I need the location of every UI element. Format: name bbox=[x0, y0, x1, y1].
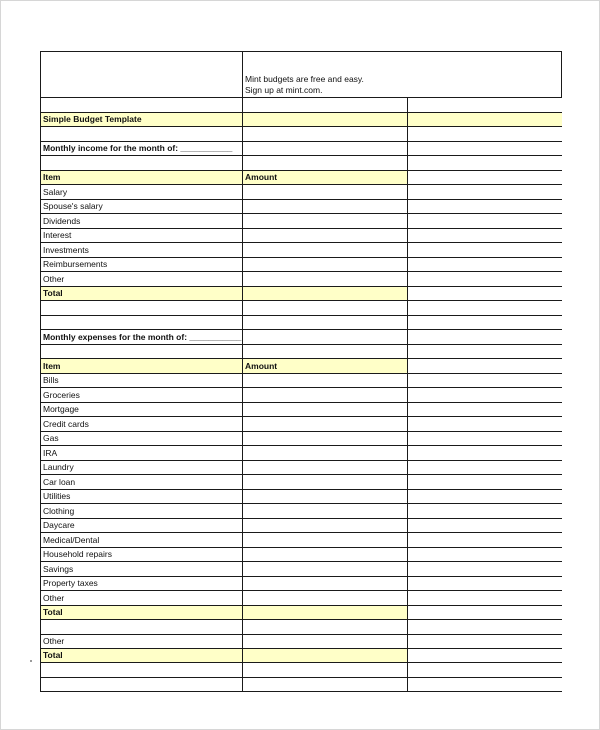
expense-item-label[interactable]: Laundry bbox=[41, 460, 243, 475]
cell[interactable] bbox=[408, 648, 562, 663]
overflow-total-row bbox=[41, 648, 562, 663]
cell[interactable] bbox=[243, 301, 408, 316]
title-row bbox=[41, 112, 562, 127]
cell[interactable] bbox=[408, 315, 562, 330]
cell[interactable] bbox=[243, 634, 408, 648]
expense-amount-cell[interactable] bbox=[243, 533, 408, 548]
expense-item-label[interactable]: Gas bbox=[41, 431, 243, 446]
expense-item-label[interactable]: Medical/Dental bbox=[41, 533, 243, 548]
cell[interactable] bbox=[408, 243, 562, 258]
expense-item-row bbox=[41, 591, 562, 606]
expense-item-label[interactable]: Utilities bbox=[41, 489, 243, 504]
income-item-row bbox=[41, 199, 562, 214]
expense-item-label[interactable]: Car loan bbox=[41, 475, 243, 490]
cell[interactable] bbox=[408, 576, 562, 591]
expense-item-row bbox=[41, 547, 562, 562]
spacer-row bbox=[41, 677, 562, 692]
expenses-heading[interactable]: Monthly expenses for the month of: ___________ bbox=[41, 330, 243, 345]
income-amount-cell[interactable] bbox=[243, 272, 408, 287]
cell[interactable] bbox=[408, 170, 562, 185]
expense-item-row bbox=[41, 431, 562, 446]
income-amount-cell[interactable] bbox=[243, 257, 408, 272]
spacer-row bbox=[41, 620, 562, 635]
expense-item-label[interactable]: Other bbox=[41, 591, 243, 606]
income-item-label[interactable]: Salary bbox=[41, 185, 243, 200]
expense-item-label[interactable]: Credit cards bbox=[41, 417, 243, 432]
expense-item-label[interactable]: Bills bbox=[41, 373, 243, 388]
expense-item-row bbox=[41, 562, 562, 577]
spacer-row bbox=[41, 301, 562, 316]
expense-amount-cell[interactable] bbox=[243, 475, 408, 490]
cell[interactable] bbox=[243, 98, 408, 113]
cell[interactable] bbox=[243, 663, 408, 678]
cell[interactable] bbox=[408, 272, 562, 287]
cell[interactable] bbox=[41, 315, 243, 330]
expense-item-row bbox=[41, 504, 562, 519]
cell[interactable] bbox=[41, 301, 243, 316]
income-item-row bbox=[41, 257, 562, 272]
cell[interactable] bbox=[408, 98, 562, 113]
spacer-row bbox=[41, 156, 562, 171]
cell[interactable] bbox=[408, 330, 562, 345]
income-amount-cell[interactable] bbox=[243, 228, 408, 243]
cell[interactable] bbox=[408, 156, 562, 171]
expense-item-label[interactable]: Groceries bbox=[41, 388, 243, 403]
income-amount-cell[interactable] bbox=[243, 243, 408, 258]
expense-amount-cell[interactable] bbox=[243, 431, 408, 446]
cell[interactable] bbox=[408, 518, 562, 533]
expenses-heading-row bbox=[41, 330, 562, 345]
spacer-row bbox=[41, 127, 562, 142]
spacer-row bbox=[41, 663, 562, 678]
expense-item-row bbox=[41, 518, 562, 533]
cell[interactable] bbox=[408, 634, 562, 648]
cell[interactable] bbox=[408, 127, 562, 142]
expense-item-row bbox=[41, 446, 562, 461]
cell[interactable] bbox=[243, 315, 408, 330]
expense-item-row bbox=[41, 576, 562, 591]
cell[interactable] bbox=[243, 112, 408, 127]
income-amount-cell[interactable] bbox=[243, 185, 408, 200]
expense-item-row bbox=[41, 460, 562, 475]
cell[interactable] bbox=[408, 388, 562, 403]
expense-amount-cell[interactable] bbox=[243, 460, 408, 475]
expense-item-label[interactable]: Mortgage bbox=[41, 402, 243, 417]
expense-item-label[interactable]: Savings bbox=[41, 562, 243, 577]
expenses-header-row bbox=[41, 359, 562, 374]
cell[interactable] bbox=[408, 257, 562, 272]
income-total-label[interactable]: Total bbox=[41, 286, 243, 301]
expense-item-row bbox=[41, 489, 562, 504]
income-item-label[interactable]: Interest bbox=[41, 228, 243, 243]
expenses-total-label[interactable]: Total bbox=[41, 605, 243, 620]
cell[interactable] bbox=[41, 344, 243, 359]
clipped-item-label[interactable]: Other bbox=[41, 634, 243, 648]
expense-amount-cell[interactable] bbox=[243, 576, 408, 591]
cell[interactable] bbox=[408, 373, 562, 388]
cell[interactable] bbox=[243, 127, 408, 142]
expense-item-row bbox=[41, 417, 562, 432]
cell[interactable] bbox=[408, 460, 562, 475]
expense-amount-cell[interactable] bbox=[243, 504, 408, 519]
cell[interactable] bbox=[408, 185, 562, 200]
income-heading-row bbox=[41, 141, 562, 156]
income-header-row bbox=[41, 170, 562, 185]
income-total-amount[interactable] bbox=[243, 286, 408, 301]
cell[interactable] bbox=[408, 112, 562, 127]
cell[interactable] bbox=[408, 141, 562, 156]
expense-item-row bbox=[41, 533, 562, 548]
cell[interactable] bbox=[408, 431, 562, 446]
expenses-total-amount[interactable] bbox=[243, 605, 408, 620]
expense-amount-cell[interactable] bbox=[243, 547, 408, 562]
cell[interactable] bbox=[243, 677, 408, 692]
cell[interactable] bbox=[408, 663, 562, 678]
cell[interactable] bbox=[41, 52, 243, 98]
expense-amount-cell[interactable] bbox=[243, 373, 408, 388]
cell[interactable] bbox=[408, 605, 562, 620]
budget-title[interactable]: Simple Budget Template bbox=[41, 112, 243, 127]
cell[interactable] bbox=[408, 620, 562, 635]
cell[interactable] bbox=[243, 141, 408, 156]
expense-amount-cell[interactable] bbox=[243, 489, 408, 504]
income-item-header[interactable]: Item bbox=[41, 170, 243, 185]
overflow-total-label[interactable]: Total bbox=[41, 648, 243, 663]
expense-item-label[interactable]: Daycare bbox=[41, 518, 243, 533]
cell[interactable] bbox=[41, 156, 243, 171]
expense-item-row bbox=[41, 388, 562, 403]
expense-item-label[interactable]: Household repairs bbox=[41, 547, 243, 562]
cell[interactable] bbox=[408, 228, 562, 243]
cell[interactable] bbox=[41, 98, 243, 113]
expense-item-label[interactable]: IRA bbox=[41, 446, 243, 461]
income-item-row bbox=[41, 214, 562, 229]
expenses-item-header[interactable]: Item bbox=[41, 359, 243, 374]
cell[interactable] bbox=[408, 199, 562, 214]
expense-item-row bbox=[41, 373, 562, 388]
clipped-row bbox=[41, 634, 562, 648]
expense-item-label[interactable]: Property taxes bbox=[41, 576, 243, 591]
income-item-row bbox=[41, 185, 562, 200]
cell[interactable] bbox=[408, 489, 562, 504]
expense-item-row bbox=[41, 402, 562, 417]
expense-amount-cell[interactable] bbox=[243, 591, 408, 606]
income-amount-header[interactable]: Amount bbox=[243, 170, 408, 185]
expense-amount-cell[interactable] bbox=[243, 562, 408, 577]
cell[interactable] bbox=[243, 344, 408, 359]
spacer-row bbox=[41, 344, 562, 359]
cell[interactable] bbox=[243, 330, 408, 345]
cell[interactable] bbox=[408, 344, 562, 359]
spacer-row bbox=[41, 98, 562, 113]
income-item-row bbox=[41, 272, 562, 287]
cell[interactable] bbox=[243, 156, 408, 171]
cell[interactable] bbox=[408, 547, 562, 562]
income-item-label[interactable]: Reimbursements bbox=[41, 257, 243, 272]
cell[interactable] bbox=[408, 214, 562, 229]
promo-text-line2: Sign up at mint.com. bbox=[245, 85, 323, 95]
cell[interactable] bbox=[408, 504, 562, 519]
cell[interactable] bbox=[41, 663, 243, 678]
promo-cell[interactable] bbox=[243, 52, 562, 98]
promo-row bbox=[41, 52, 562, 98]
income-amount-cell[interactable] bbox=[243, 199, 408, 214]
spacer-row bbox=[41, 315, 562, 330]
expenses-amount-header[interactable]: Amount bbox=[243, 359, 408, 374]
income-item-label[interactable]: Other bbox=[41, 272, 243, 287]
cell[interactable] bbox=[408, 677, 562, 692]
overflow-total-amount[interactable] bbox=[243, 648, 408, 663]
cell[interactable] bbox=[408, 402, 562, 417]
stray-mark bbox=[30, 660, 32, 662]
income-heading[interactable]: Monthly income for the month of: ___________ bbox=[41, 141, 243, 156]
income-item-label[interactable]: Investments bbox=[41, 243, 243, 258]
income-total-row bbox=[41, 286, 562, 301]
expense-amount-cell[interactable] bbox=[243, 446, 408, 461]
budget-spreadsheet bbox=[40, 51, 562, 692]
income-item-label[interactable]: Dividends bbox=[41, 214, 243, 229]
expense-amount-cell[interactable] bbox=[243, 518, 408, 533]
cell[interactable] bbox=[408, 286, 562, 301]
cell[interactable] bbox=[408, 417, 562, 432]
cell[interactable] bbox=[408, 591, 562, 606]
expense-item-label[interactable]: Clothing bbox=[41, 504, 243, 519]
expense-amount-cell[interactable] bbox=[243, 402, 408, 417]
income-item-row bbox=[41, 228, 562, 243]
expense-amount-cell[interactable] bbox=[243, 388, 408, 403]
cell[interactable] bbox=[408, 562, 562, 577]
income-item-label[interactable]: Spouse's salary bbox=[41, 199, 243, 214]
cell[interactable] bbox=[408, 301, 562, 316]
cell[interactable] bbox=[408, 475, 562, 490]
cell[interactable] bbox=[243, 620, 408, 635]
cell[interactable] bbox=[408, 533, 562, 548]
cell[interactable] bbox=[41, 677, 243, 692]
income-item-row bbox=[41, 243, 562, 258]
cell[interactable] bbox=[408, 446, 562, 461]
cell[interactable] bbox=[41, 127, 243, 142]
expense-item-row bbox=[41, 475, 562, 490]
expenses-total-row bbox=[41, 605, 562, 620]
cell[interactable] bbox=[408, 359, 562, 374]
promo-text-line1: Mint budgets are free and easy. bbox=[245, 74, 364, 84]
income-amount-cell[interactable] bbox=[243, 214, 408, 229]
expense-amount-cell[interactable] bbox=[243, 417, 408, 432]
cell[interactable] bbox=[41, 620, 243, 635]
